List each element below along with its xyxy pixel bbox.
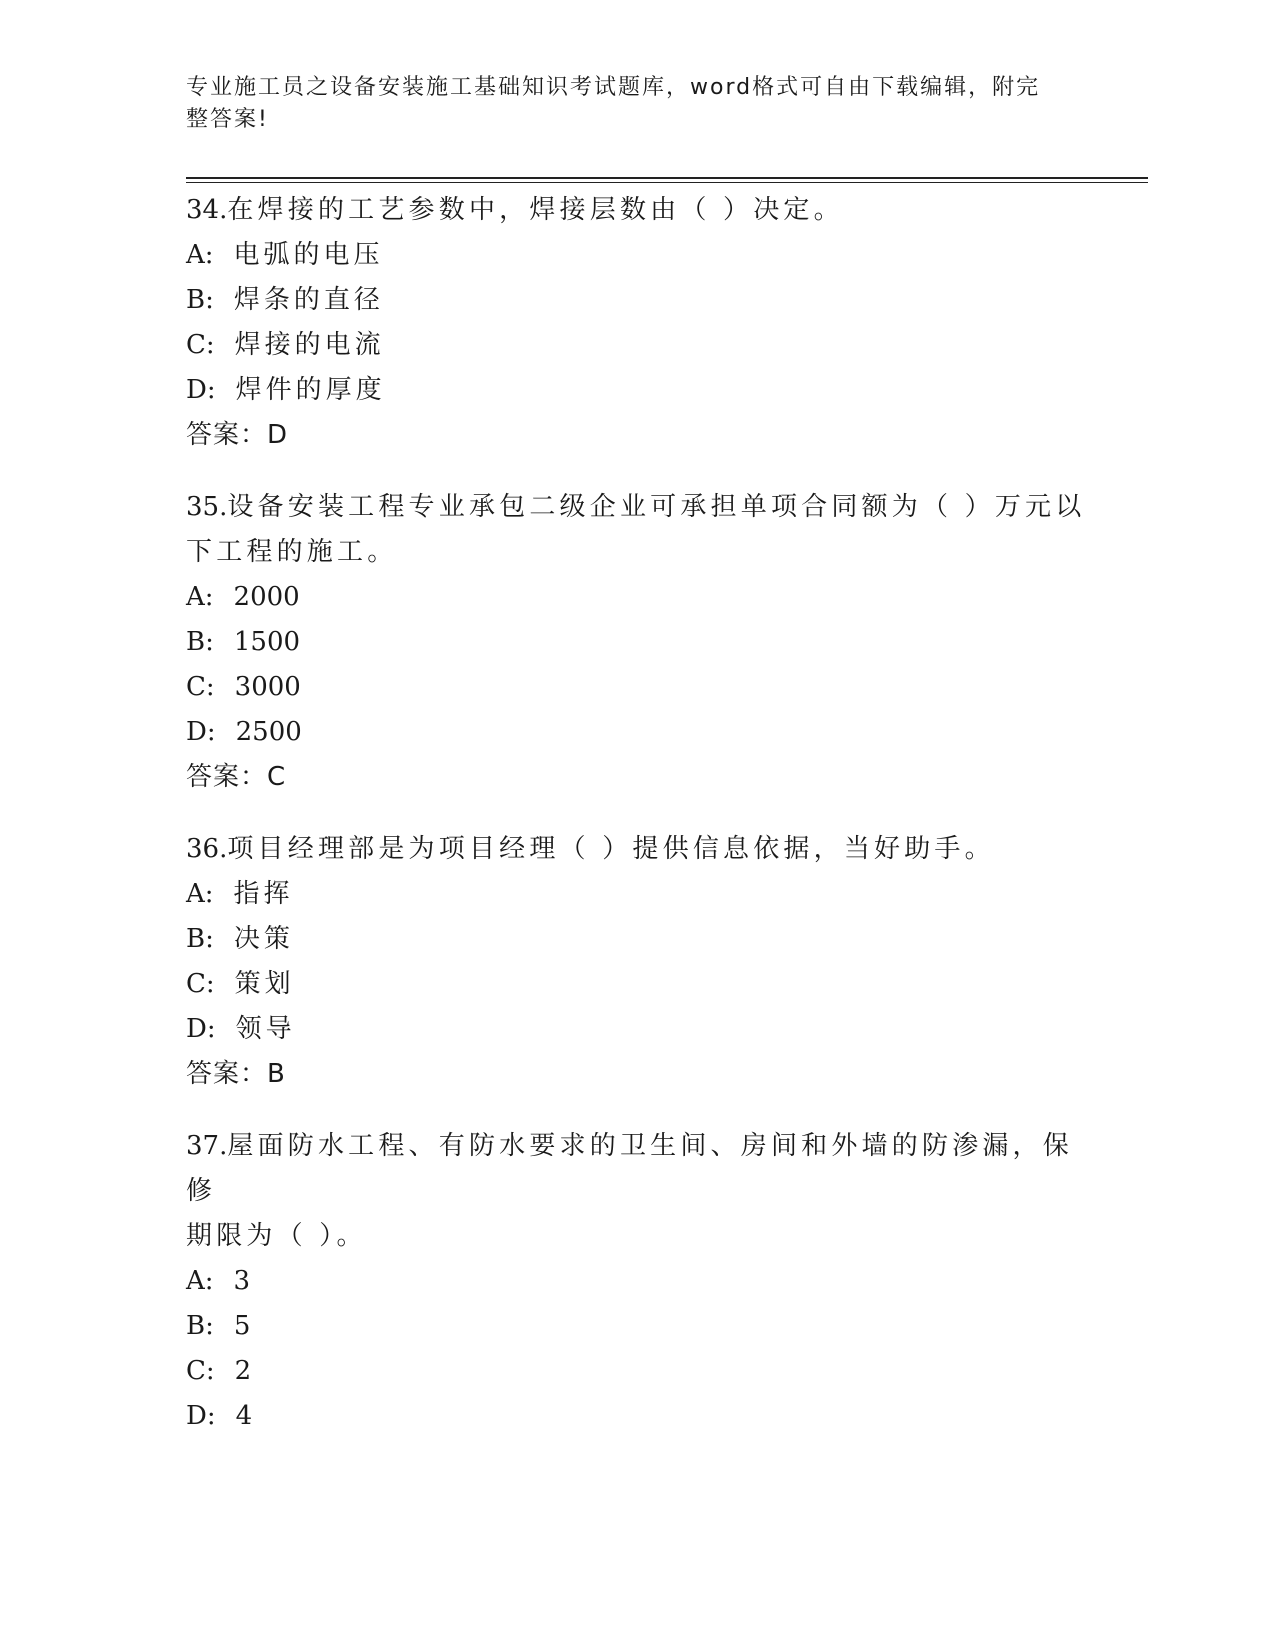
option-a xyxy=(186,233,1086,278)
option-text: 领导 xyxy=(235,1014,296,1044)
option-b xyxy=(186,620,1086,665)
option-b xyxy=(186,917,1086,962)
option-letter: A: xyxy=(186,1266,214,1296)
option-text: 3000 xyxy=(234,672,301,702)
question-text-line-2: 期限为（ ）。 xyxy=(186,1221,367,1251)
option-letter: A: xyxy=(186,582,214,612)
option-b xyxy=(186,278,1086,323)
answer-line: 答案：D xyxy=(186,420,289,450)
question-list xyxy=(186,188,1086,1466)
header-divider-thick xyxy=(186,177,1148,179)
option-letter: B: xyxy=(186,1311,214,1341)
option-b xyxy=(186,1304,1086,1349)
option-text: 5 xyxy=(233,1311,251,1341)
option-text: 4 xyxy=(235,1401,253,1431)
option-d xyxy=(186,368,1086,413)
option-letter: C: xyxy=(186,1356,215,1386)
header-divider-thin xyxy=(186,182,1148,183)
option-letter: D: xyxy=(186,1014,216,1044)
answer-line: 答案：B xyxy=(186,1059,286,1089)
option-letter: A: xyxy=(186,879,214,909)
option-text: 1500 xyxy=(233,627,301,657)
option-text: 决策 xyxy=(233,924,294,954)
document-header xyxy=(186,72,1066,136)
option-a xyxy=(186,575,1086,620)
option-letter: B: xyxy=(186,924,214,954)
question-stem xyxy=(186,1124,1086,1214)
question-number: 37. xyxy=(186,1131,228,1161)
question-stem xyxy=(186,485,1086,530)
option-letter: D: xyxy=(186,375,216,405)
question-37 xyxy=(186,1124,1086,1439)
option-text: 3 xyxy=(233,1266,251,1296)
option-text: 指挥 xyxy=(233,879,294,909)
option-letter: C: xyxy=(186,330,215,360)
question-34 xyxy=(186,188,1086,458)
question-number: 35. xyxy=(186,492,228,522)
option-a xyxy=(186,1259,1086,1304)
answer-line: 答案：C xyxy=(186,762,287,792)
option-letter: C: xyxy=(186,969,215,999)
question-35 xyxy=(186,485,1086,800)
option-letter: C: xyxy=(186,672,215,702)
question-number: 36. xyxy=(186,834,228,864)
option-letter: B: xyxy=(186,285,214,315)
option-text: 电弧的电压 xyxy=(233,240,384,270)
option-d xyxy=(186,1394,1086,1439)
option-c xyxy=(186,665,1086,710)
question-text-line-2: 下工程的施工。 xyxy=(186,537,398,567)
option-d xyxy=(186,710,1086,755)
question-text-line-1: 项目经理部是为项目经理（ ）提供信息依据，当好助手。 xyxy=(227,834,995,864)
option-letter: D: xyxy=(186,1401,216,1431)
option-text: 2000 xyxy=(233,582,300,612)
option-d xyxy=(186,1007,1086,1052)
question-text-line-1: 屋面防水工程、有防水要求的卫生间、房间和外墙的防渗漏，保修 xyxy=(186,1131,1073,1206)
option-text: 2 xyxy=(234,1356,252,1386)
option-c xyxy=(186,962,1086,1007)
option-text: 策划 xyxy=(234,969,295,999)
option-text: 2500 xyxy=(235,717,302,747)
question-number: 34. xyxy=(186,195,228,225)
option-a xyxy=(186,872,1086,917)
question-text-line-1: 在焊接的工艺参数中，焊接层数由（ ）决定。 xyxy=(227,195,844,225)
header-title-line-2: 整答案! xyxy=(186,107,269,132)
option-text: 焊条的直径 xyxy=(233,285,384,315)
option-letter: B: xyxy=(186,627,214,657)
option-text: 焊接的电流 xyxy=(234,330,385,360)
question-stem xyxy=(186,827,1086,872)
question-stem xyxy=(186,188,1086,233)
option-c xyxy=(186,323,1086,368)
question-text-line-1: 设备安装工程专业承包二级企业可承担单项合同额为（ ）万元以 xyxy=(227,492,1086,522)
question-36 xyxy=(186,827,1086,1097)
option-text: 焊件的厚度 xyxy=(235,375,386,405)
option-letter: A: xyxy=(186,240,214,270)
option-c xyxy=(186,1349,1086,1394)
header-title-line-1: 专业施工员之设备安装施工基础知识考试题库，word格式可自由下载编辑，附完 xyxy=(186,75,1041,100)
option-letter: D: xyxy=(186,717,216,747)
